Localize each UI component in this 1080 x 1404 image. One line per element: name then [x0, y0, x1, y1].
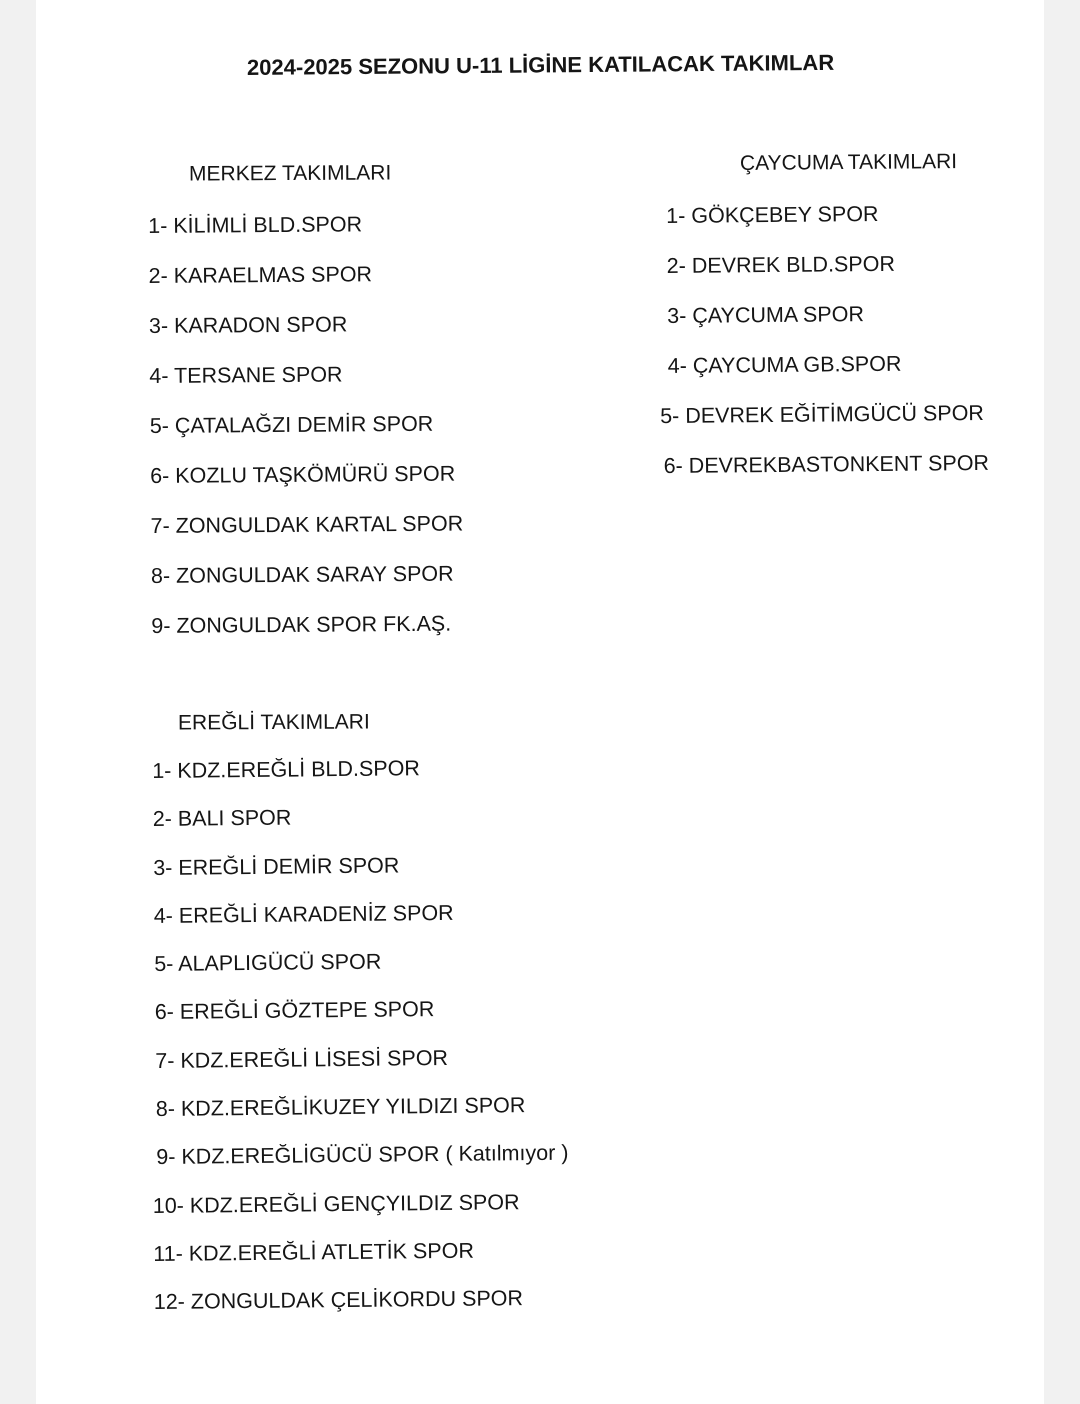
eregli-team-item: 5- ALAPLIGÜCÜ SPOR: [154, 949, 382, 977]
eregli-team-item: 8- KDZ.EREĞLİKUZEY YILDIZI SPOR: [155, 1093, 526, 1122]
merkez-team-item: 6- KOZLU TAŞKÖMÜRÜ SPOR: [150, 461, 456, 488]
merkez-heading: MERKEZ TAKIMLARI: [188, 161, 392, 186]
merkez-team-item: 7- ZONGULDAK KARTAL SPOR: [150, 511, 464, 538]
eregli-team-item: 6- EREĞLİ GÖZTEPE SPOR: [154, 997, 435, 1025]
merkez-team-item: 3- KARADON SPOR: [148, 312, 348, 338]
caycuma-team-item: 5- DEVREK EĞİTİMGÜCÜ SPOR: [660, 400, 985, 429]
merkez-team-item: 1- KİLİMLİ BLD.SPOR: [148, 212, 363, 238]
caycuma-team-item: 6- DEVREKBASTONKENT SPOR: [663, 450, 990, 479]
eregli-team-item: 1- KDZ.EREĞLİ BLD.SPOR: [152, 756, 421, 783]
caycuma-team-list: [660, 188, 990, 491]
caycuma-team-item: 2- DEVREK BLD.SPOR: [666, 251, 896, 278]
eregli-team-item: 7- KDZ.EREĞLİ LİSESİ SPOR: [155, 1045, 449, 1073]
merkez-team-item: 5- ÇATALAĞZI DEMİR SPOR: [149, 411, 434, 438]
eregli-team-item: 12- ZONGULDAK ÇELİKORDU SPOR: [153, 1286, 524, 1315]
caycuma-team-item: 3- ÇAYCUMA SPOR: [667, 302, 865, 328]
eregli-team-item: 11- KDZ.EREĞLİ ATLETİK SPOR: [153, 1238, 475, 1266]
merkez-team-item: 9- ZONGULDAK SPOR FK.AŞ.: [151, 611, 452, 638]
eregli-team-item: 3- EREĞLİ DEMİR SPOR: [153, 853, 400, 880]
eregli-team-item: 9- KDZ.EREĞLİGÜCÜ SPOR ( Katılmıyor ): [156, 1141, 569, 1170]
merkez-team-item: 2- KARAELMAS SPOR: [148, 262, 373, 288]
merkez-team-list: [148, 199, 464, 651]
caycuma-team-item: 4- ÇAYCUMA GB.SPOR: [667, 351, 902, 378]
document-title: 2024-2025 SEZONU U-11 LİGİNE KATILACAK TAKIMLAR: [246, 49, 835, 80]
merkez-team-item: 8- ZONGULDAK SARAY SPOR: [150, 561, 454, 588]
eregli-team-item: 4- EREĞLİ KARADENİZ SPOR: [153, 900, 454, 928]
eregli-heading: EREĞLİ TAKIMLARI: [177, 710, 370, 735]
eregli-team-item: 2- BALI SPOR: [152, 805, 292, 832]
eregli-team-list: [152, 743, 570, 1327]
caycuma-team-item: 1- GÖKÇEBEY SPOR: [666, 201, 879, 228]
eregli-team-item: 10- KDZ.EREĞLİ GENÇYILDIZ SPOR: [152, 1189, 520, 1218]
merkez-team-item: 4- TERSANE SPOR: [149, 362, 343, 388]
caycuma-heading: ÇAYCUMA TAKIMLARI: [739, 150, 958, 175]
